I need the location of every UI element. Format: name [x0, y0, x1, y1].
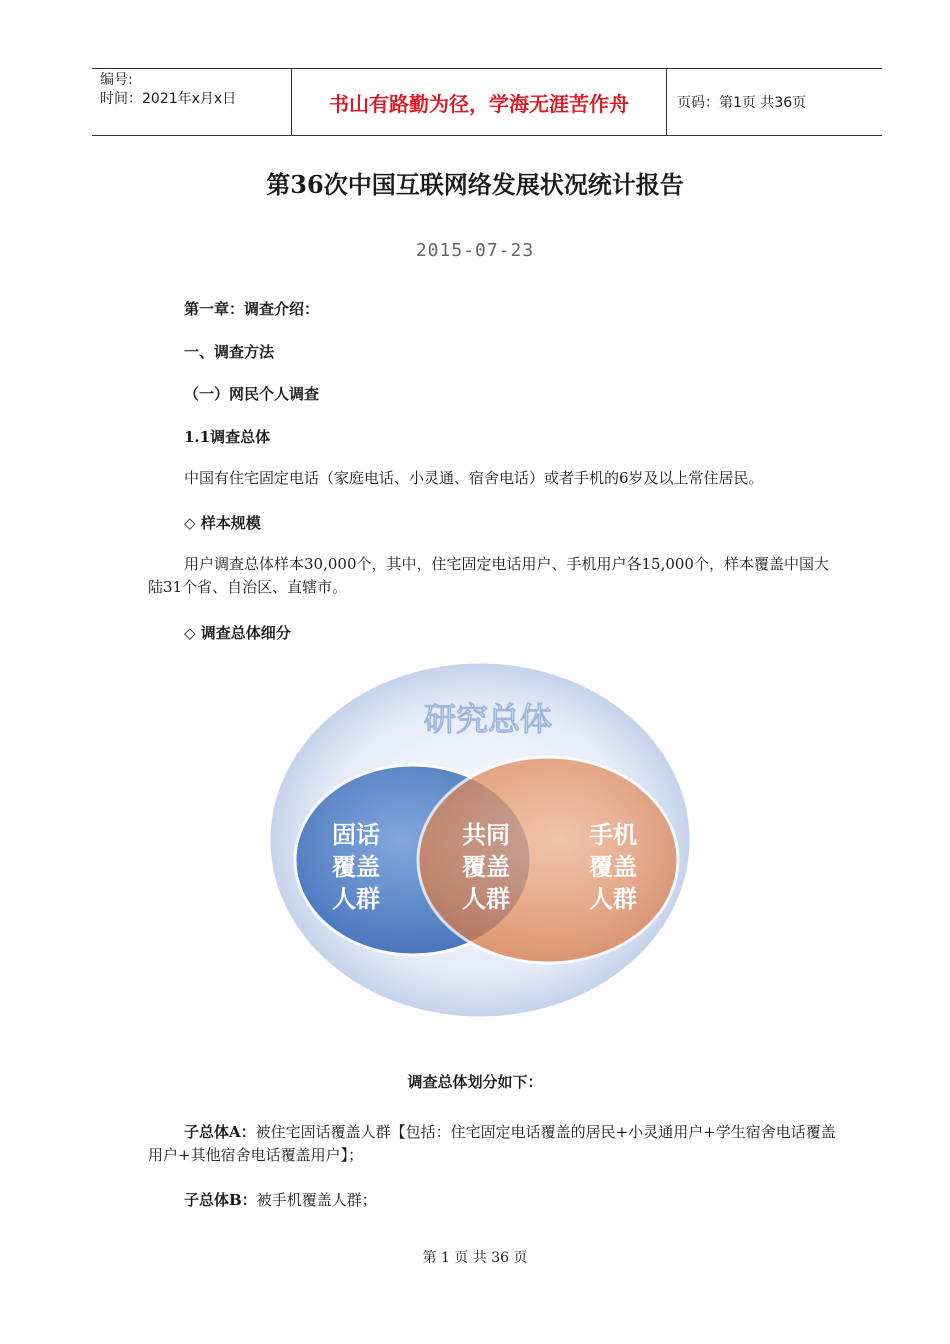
survey-heading: （一）网民个人调查 — [184, 385, 320, 403]
sample-text: 用户调查总体样本30,000个，其中，住宅固定电话用户、手机用户各15,000个，样本覆盖中国大陆31个省、自治区、直辖市。 — [148, 555, 829, 596]
venn-left-line1: 固话 — [332, 821, 380, 849]
subpopulation-a-label: 子总体A： — [184, 1123, 256, 1141]
subpopulation-a-text: 被住宅固话覆盖人群【包括：住宅固定电话覆盖的居民+小灵通用户+学生宿舍电话覆盖用户+其他宿舍电话覆盖用户】； — [148, 1123, 836, 1164]
header-motto: 书山有路勤为径，学海无涯苦作舟 — [292, 69, 667, 135]
sample-heading: ◇ 样本规模 — [184, 514, 261, 532]
division-heading: 调查总体划分如下： — [407, 1073, 543, 1091]
population-heading: 1.1调查总体 — [184, 428, 271, 446]
venn-left-line2: 覆盖 — [332, 853, 380, 881]
venn-diagram — [268, 660, 693, 1025]
page-footer: 第 1 页 共 36 页 — [422, 1250, 528, 1266]
venn-right-line1: 手机 — [589, 821, 637, 849]
page-header — [92, 68, 882, 136]
venn-left-line3: 人群 — [332, 885, 380, 913]
header-page-info: 页码：第1页 共36页 — [677, 95, 807, 111]
venn-middle-line3: 人群 — [462, 885, 510, 913]
venn-right-line3: 人群 — [589, 885, 637, 913]
chapter-heading: 第一章：调查介绍： — [184, 300, 320, 318]
header-meta — [92, 69, 292, 135]
subpopulation-b-text: 被手机覆盖人群； — [256, 1191, 377, 1209]
subpopulation-a — [148, 1121, 838, 1167]
venn-right — [418, 757, 678, 963]
number-label: 编号: — [100, 72, 133, 88]
subpopulation-b — [148, 1189, 838, 1212]
population-text: 中国有住宅固定电话（家庭电话、小灵通、宿舍电话）或者手机的6岁及以上常住居民。 — [184, 469, 764, 487]
document-title: 第36次中国互联网络发展状况统计报告 — [266, 170, 684, 199]
breakdown-heading: ◇ 调查总体细分 — [184, 624, 291, 642]
subpopulation-b-label: 子总体B： — [184, 1191, 257, 1209]
method-heading: 一、调查方法 — [184, 343, 275, 361]
venn-middle-line2: 覆盖 — [462, 853, 510, 881]
venn-right-line2: 覆盖 — [589, 853, 637, 881]
time-label: 时间：2021年x月x日 — [100, 91, 237, 107]
venn-middle-line1: 共同 — [462, 821, 510, 849]
venn-outer-label: 研究总体 — [423, 700, 553, 738]
document-date: 2015-07-23 — [415, 240, 535, 261]
